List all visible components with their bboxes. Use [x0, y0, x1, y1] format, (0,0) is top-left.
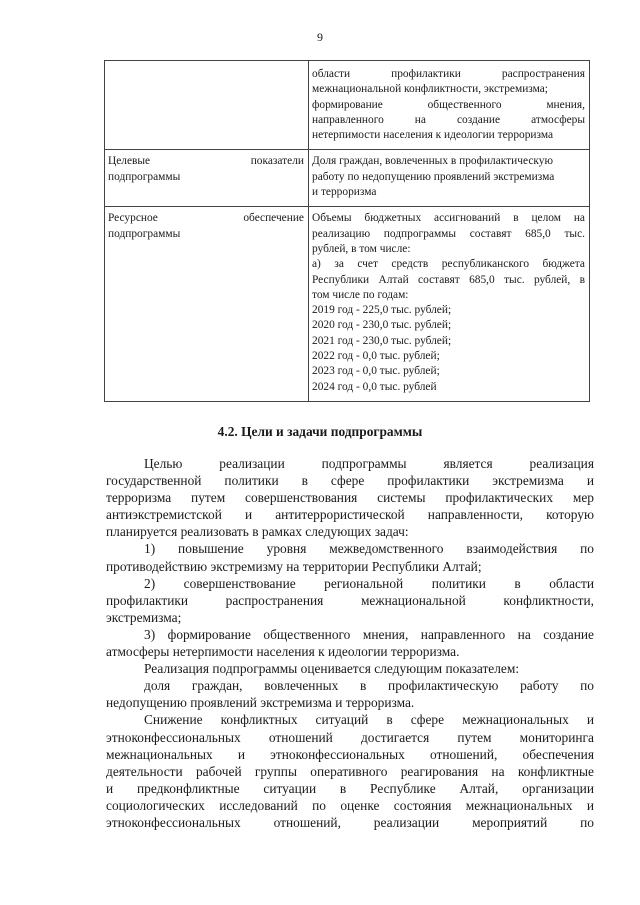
label-line: подпрограммы [108, 227, 181, 240]
text-line: формирование общественного мнения, [312, 98, 585, 111]
text-line: планируется реализовать в рамках следующих задач: [106, 524, 409, 540]
table-cell-label [105, 207, 309, 402]
paragraph [106, 540, 594, 574]
text-line: Целью реализации подпрограммы является реализация [144, 456, 594, 471]
text-line: доля граждан, вовлеченных в профилактическую работу по [144, 678, 594, 694]
subprogram-passport-table [104, 60, 590, 402]
text-line: социологических исследований по оценке состояния межнациональных и [106, 797, 594, 813]
text-line: противодействию экстремизму на территории Республики Алтай; [106, 558, 482, 574]
section-title: 4.2. Цели и задачи подпрограммы [217, 424, 423, 439]
text-line: Снижение конфликтных ситуаций в сфере межнациональных и [144, 712, 594, 728]
text-line: а) за счет средств республиканского бюджета [312, 258, 585, 271]
text-line: этноконфессиональных отношений, реализации мероприятий по [106, 814, 594, 830]
text-line: Объемы бюджетных ассигнований в целом на [312, 212, 585, 225]
table-cell-value [309, 61, 590, 150]
table-row-tasks [105, 61, 590, 150]
paragraph [106, 677, 594, 711]
text-line: государственной политики в сфере профилактики экстремизма и [106, 473, 594, 489]
text-line: недопущению проявлений экстремизма и терроризма. [106, 695, 415, 711]
text-line: 2019 год - 225,0 тыс. рублей; [312, 304, 452, 317]
text-line: 2023 год - 0,0 тыс. рублей; [312, 365, 440, 378]
paragraph [106, 711, 594, 831]
paragraph [106, 575, 594, 626]
text-line: 2021 год - 230,0 тыс. рублей; [312, 334, 452, 347]
text-line: работу по недопущению проявлений экстремизма [312, 170, 555, 183]
text-line: Реализация подпрограммы оценивается следующим показателем: [144, 661, 520, 677]
text-line: 3) формирование общественного мнения, направленного на создание [144, 626, 594, 642]
paragraph [106, 626, 594, 660]
text-line: межнациональной конфликтности, экстремизма; [312, 83, 548, 96]
text-line: и предконфликтные ситуации в Республике Алтай, организации [106, 780, 594, 796]
section-body [106, 455, 594, 831]
text-line: этноконфессиональных отношений достигается путем мониторинга [106, 729, 594, 745]
text-line: Доля граждан, вовлеченных в профилактическую [312, 155, 553, 168]
text-line: атмосферы нетерпимости населения к идеологии терроризма. [106, 644, 460, 660]
text-line: Республики Алтай составят 685,0 тыс. рублей, в [312, 273, 585, 286]
text-line: 1) повышение уровня межведомственного взаимодействия по [144, 541, 594, 557]
text-line: и терроризма [312, 186, 377, 199]
text-line: антиэкстремистской и антитеррористической направленности, которую [106, 507, 594, 523]
text-line: терроризма путем совершенствования системы профилактических мер [106, 490, 594, 506]
table-cell-value [309, 150, 590, 207]
text-line: 2022 год - 0,0 тыс. рублей; [312, 350, 440, 363]
table-row-indicators [105, 150, 590, 207]
label-line: подпрограммы [108, 170, 181, 183]
text-line: профилактики распространения межнациональной конфликтности, [106, 592, 594, 608]
text-line: 2) совершенствование региональной политики в области [144, 575, 594, 591]
text-line: 2024 год - 0,0 тыс. рублей [312, 380, 437, 393]
text-line: экстремизма; [106, 609, 182, 625]
label-line: Ресурсное обеспечение [108, 212, 304, 225]
text-line: направленного на создание атмосферы [312, 113, 585, 126]
text-line: 2020 год - 230,0 тыс. рублей; [312, 319, 452, 332]
text-line: рублей, в том числе: [312, 242, 411, 255]
table-cell-label [105, 150, 309, 207]
text-line: деятельности рабочей группы оперативного реагирования на конфликтные [106, 763, 594, 779]
label-line: Целевые показатели [108, 155, 304, 168]
table-cell-label [105, 61, 309, 150]
paragraph [106, 660, 594, 677]
text-line: области профилактики распространения [312, 68, 585, 80]
paragraph [106, 455, 594, 540]
table-row-resources [105, 207, 590, 402]
text-line: межнациональных и этноконфессиональных отношений, обеспечения [106, 746, 594, 762]
text-line: том числе по годам: [312, 288, 409, 301]
text-line: реализацию подпрограммы составят 685,0 тыс. [312, 227, 585, 240]
page-number: 9 [317, 30, 323, 44]
text-line: нетерпимости населения к идеологии терроризма [312, 129, 554, 142]
table-cell-value [309, 207, 590, 402]
